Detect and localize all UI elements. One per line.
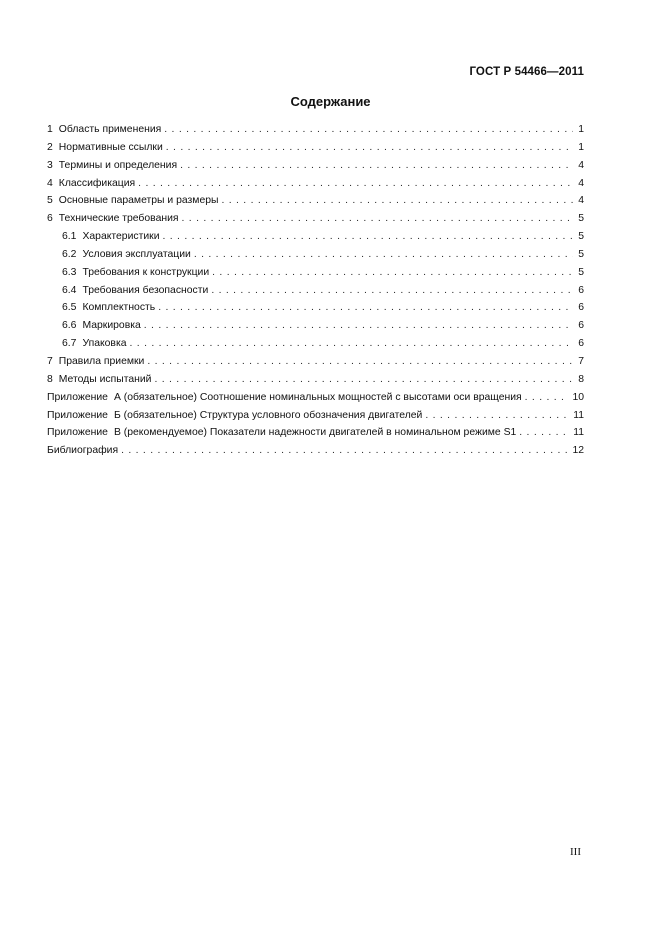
toc-entry-page: 6 xyxy=(578,302,584,314)
toc-entry-number: Приложение xyxy=(47,391,108,403)
toc-entry-page: 12 xyxy=(572,445,584,457)
toc-entry-number: 6.6 xyxy=(62,320,77,332)
toc-entry-page: 5 xyxy=(578,231,584,243)
toc-entry-number: Приложение xyxy=(47,427,108,439)
dot-leader xyxy=(166,139,573,157)
toc-entry-label: Характеристики xyxy=(82,231,160,243)
toc-entry-label: Правила приемки xyxy=(58,355,145,367)
toc-entry-page: 1 xyxy=(578,141,584,153)
toc-entry xyxy=(47,210,584,228)
toc-entry-label: В (рекомендуемое) Показатели надежности двигателей в номинальном режиме S1 xyxy=(113,427,517,439)
toc-entry xyxy=(47,228,584,246)
toc-entry-page: 11 xyxy=(573,427,584,439)
toc-entry-number: 8 xyxy=(47,373,53,385)
dot-leader xyxy=(144,317,573,335)
dot-leader xyxy=(221,192,573,210)
toc-entry xyxy=(47,335,584,353)
toc-entry-page: 8 xyxy=(578,373,584,385)
document-code: ГОСТ Р 54466—2011 xyxy=(469,66,584,78)
dot-leader xyxy=(158,299,573,317)
toc-entry-page: 5 xyxy=(578,248,584,260)
toc-entry-label: Требования к конструкции xyxy=(82,266,210,278)
page-number: III xyxy=(570,846,581,858)
dot-leader xyxy=(212,264,573,282)
dot-leader xyxy=(121,442,569,460)
toc-title: Содержание xyxy=(290,94,371,109)
dot-leader xyxy=(130,335,573,353)
toc-entry-page: 5 xyxy=(578,213,584,225)
toc-entry-label: Основные параметры и размеры xyxy=(58,195,219,207)
toc-entry xyxy=(47,371,584,389)
toc-entry xyxy=(47,246,584,264)
toc-entry-number: 6.3 xyxy=(62,266,77,278)
toc-entry-number: 6.2 xyxy=(62,248,77,260)
toc-entry-label: Методы испытаний xyxy=(58,373,152,385)
toc-entry-number: 5 xyxy=(47,195,53,207)
toc-entry-number: 6.5 xyxy=(62,302,77,314)
toc-entry-number: 7 xyxy=(47,355,53,367)
toc-entry xyxy=(47,157,584,175)
toc-entry xyxy=(47,442,584,460)
toc-entry-page: 4 xyxy=(578,159,584,171)
toc-entry-page: 6 xyxy=(578,284,584,296)
toc-entry-number: 6 xyxy=(47,213,53,225)
toc-entry-page: 7 xyxy=(578,355,584,367)
dot-leader xyxy=(164,121,573,139)
table-of-contents xyxy=(47,121,584,460)
toc-entry-number: 6.1 xyxy=(62,231,77,243)
toc-entry-page: 6 xyxy=(578,338,584,350)
dot-leader xyxy=(525,389,570,407)
toc-entry-number: 2 xyxy=(47,141,53,153)
toc-entry-number: 3 xyxy=(47,159,53,171)
toc-entry xyxy=(47,353,584,371)
toc-entry-label: Термины и определения xyxy=(58,159,178,171)
dot-leader xyxy=(519,424,570,442)
toc-entry-label: Комплектность xyxy=(82,302,156,314)
toc-entry-number: 1 xyxy=(47,124,53,135)
dot-leader xyxy=(425,407,570,425)
dot-leader xyxy=(211,282,573,300)
toc-entry-label: Упаковка xyxy=(82,338,127,350)
dot-leader xyxy=(138,175,573,193)
toc-entry-label: Классификация xyxy=(58,177,136,189)
dot-leader xyxy=(180,157,573,175)
toc-entry-label: Библиография xyxy=(47,445,119,457)
toc-entry xyxy=(47,389,584,407)
dot-leader xyxy=(154,371,573,389)
toc-entry xyxy=(47,139,584,157)
toc-entry-page: 4 xyxy=(578,195,584,207)
toc-entry-page: 5 xyxy=(578,266,584,278)
toc-entry-number: Приложение xyxy=(47,409,108,421)
toc-entry-page: 10 xyxy=(572,391,584,403)
toc-entry-number: 4 xyxy=(47,177,53,189)
toc-entry-label: Маркировка xyxy=(82,320,141,332)
toc-entry xyxy=(47,121,584,139)
toc-entry-page: 1 xyxy=(578,124,584,135)
toc-entry xyxy=(47,299,584,317)
toc-entry-label: Требования безопасности xyxy=(82,284,209,296)
toc-entry xyxy=(47,175,584,193)
toc-entry-label: Область применения xyxy=(58,124,162,135)
toc-entry xyxy=(47,407,584,425)
toc-entry-number: 6.7 xyxy=(62,338,77,350)
dot-leader xyxy=(194,246,573,264)
toc-entry xyxy=(47,424,584,442)
toc-entry-page: 4 xyxy=(578,177,584,189)
toc-entry-label: Технические требования xyxy=(58,213,179,225)
toc-entry-label: Нормативные ссылки xyxy=(58,141,163,153)
toc-entry-page: 11 xyxy=(573,409,584,421)
toc-entry-label: Б (обязательное) Структура условного обозначения двигателей xyxy=(113,409,423,421)
toc-entry-page: 6 xyxy=(578,320,584,332)
toc-entry xyxy=(47,282,584,300)
toc-entry-number: 6.4 xyxy=(62,284,77,296)
toc-entry-label: Условия эксплуатации xyxy=(82,248,191,260)
dot-leader xyxy=(182,210,573,228)
toc-entry xyxy=(47,192,584,210)
dot-leader xyxy=(163,228,574,246)
toc-entry-label: А (обязательное) Соотношение номинальных мощностей с высотами оси вращения xyxy=(113,391,522,403)
toc-entry xyxy=(47,264,584,282)
dot-leader xyxy=(147,353,573,371)
toc-entry xyxy=(47,317,584,335)
